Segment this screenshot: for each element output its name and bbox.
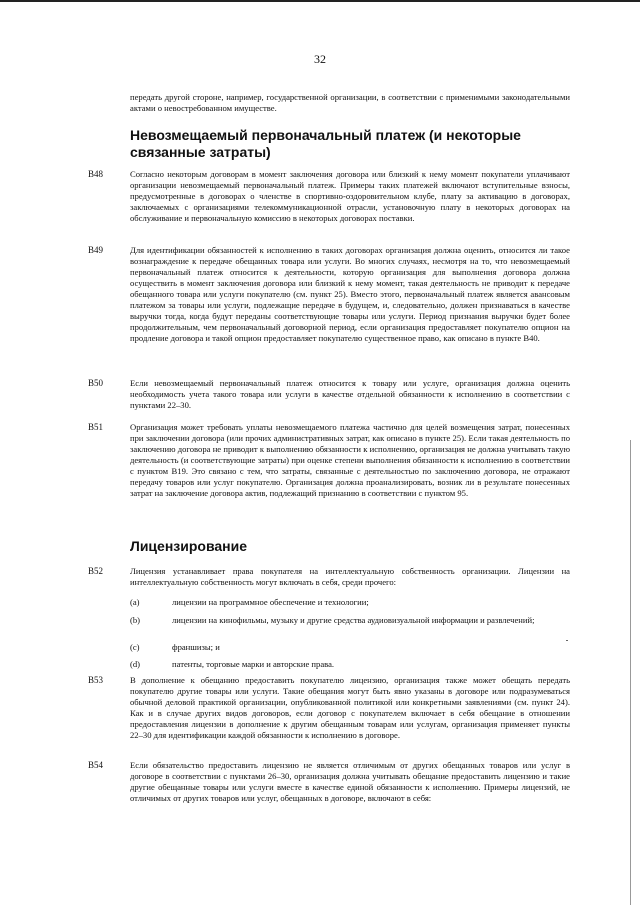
paragraph-b50 bbox=[130, 378, 570, 411]
paragraph-b54 bbox=[130, 760, 570, 804]
paragraph-number-b51: B51 bbox=[88, 422, 104, 432]
list-text: лицензии на программное обеспечение и технологии; bbox=[172, 597, 369, 607]
paragraph-b53 bbox=[130, 675, 570, 741]
list-label: (c) bbox=[130, 642, 140, 652]
section-heading-nonrefundable-fee: Невозмещаемый первоначальный платеж (и некоторые связанные затраты) bbox=[130, 127, 521, 160]
page-number: 32 bbox=[314, 52, 326, 66]
paragraph-text: Лицензия устанавливает права покупателя на интеллектуальную собственность организации. Лицензии на интеллектуальную собственность могут включать в себя, среди прочего: bbox=[130, 566, 570, 587]
list-label: (d) bbox=[130, 659, 141, 669]
scan-margin-line bbox=[630, 440, 631, 905]
paragraph-b48 bbox=[130, 169, 570, 224]
paragraph-b52 bbox=[130, 566, 570, 588]
paragraph-text: Организация может требовать уплаты невозмещаемого платежа частично для целей возмещения затрат, понесенных при заключении договора (или прочих административных затрат, как описано в пункте 25). Если такая деятельность по заключению договора не приводит к выполнению обязанности к исполнению, организация не должна учитывать такую деятельность (и соответствующие затраты) при оценке степени выполнения обязанности к исполнению в соответствии с пунктом B19. Это связано с тем, что затраты, связанные с деятельностью по заключению договора, не отражают передачу товаров или услуг покупателю. Организация должна проанализировать, возник ли в результате понесенных затрат на заключение договора актив, подлежащий признанию в соответствии с пунктом 95. bbox=[130, 422, 570, 498]
list-item-a bbox=[130, 597, 570, 608]
paragraph-number-b48: B48 bbox=[88, 169, 104, 179]
paragraph-text: Согласно некоторым договорам в момент заключения договора или близкий к нему момент покупатели уплачивают организации невозмещаемый первоначальный платеж. Примеры таких платежей включают вступительные взносы, предусмотренные в договорах о членстве в спортивно-оздоровительном клубе, плату за активацию в договорах, заключаемых с организациями телекоммуникационной отрасли, установочную плату в некоторых договорах на обслуживание и первоначальную комиссию в некоторых договорах поставки. bbox=[130, 169, 570, 223]
paragraph-number-b53: B53 bbox=[88, 675, 104, 685]
paragraph-text: В дополнение к обещанию предоставить покупателю лицензию, организация также может обещать передать покупателю другие товары или услуги. Такие обещания могут быть явно указаны в договоре или подразумеваться обычной деловой практикой организации, опубликованной политикой или конкретными заявлениями (см. пункт 24). Как и в случае других видов договоров, если договор с покупателем включает в себя обещание в отношении предоставления лицензии в дополнение к другим обещанным товарам или услугам, организация применяет пункты 22–30 для идентификации каждой обязанности к исполнению в договоре. bbox=[130, 675, 570, 740]
paragraph-b51 bbox=[130, 422, 570, 499]
section-heading-licensing: Лицензирование bbox=[130, 538, 248, 554]
scan-speck bbox=[566, 640, 568, 641]
paragraph-number-b52: B52 bbox=[88, 566, 104, 576]
list-text: лицензии на кинофильмы, музыку и другие средства аудиовизуальной информации и развлечений; bbox=[172, 615, 535, 625]
list-text: франшизы; и bbox=[172, 642, 220, 652]
paragraph-text: Если обязательство предоставить лицензию не является отличимым от других обещанных товаров или услуг в договоре в соответствии с пунктами 26–30, организация должна учитывать обещание предоставить лицензию и такие другие обещанные товары или услуги вместе в качестве единой обязанности к исполнению. Примеры лицензий, не отличимых от других товаров или услуг, обещанных в договоре, включают в себя: bbox=[130, 760, 570, 803]
paragraph-b49 bbox=[130, 245, 570, 344]
list-item-b bbox=[130, 615, 570, 637]
list-item-c bbox=[130, 642, 570, 653]
list-item-d bbox=[130, 659, 570, 670]
intro-text: передать другой стороне, например, государственной организации, в соответствии с применимыми законодательными актами о невостребованном имуществе. bbox=[130, 92, 570, 113]
paragraph-number-b54: B54 bbox=[88, 760, 104, 770]
paragraph-text: Если невозмещаемый первоначальный платеж относится к товару или услуге, организация должна оценить необходимость учета такого товара или услуги в качестве отдельной обязанности к исполнению в соответствии с пунктами 22–30. bbox=[130, 378, 570, 410]
list-text: патенты, торговые марки и авторские права. bbox=[172, 659, 335, 669]
list-label: (b) bbox=[130, 615, 141, 625]
paragraph-number-b49: B49 bbox=[88, 245, 104, 255]
paragraph-text: Для идентификации обязанностей к исполнению в таких договорах организация должна оценить, относится ли такое вознаграждение к передаче обещанных товара или услуги. Во многих случаях, несмотря на то, что невозмещаемый первоначальный платеж относится к деятельности, которую организация для выполнения договора должна осуществить в момент заключения договора или близкий к нему момент, такая деятельность не приводит к передаче обещанного товара или услуги покупателю (см. пункт 25). Вместо этого, первоначальный платеж является авансовым платежом за товары или услуги, подлежащие передаче в будущем, и, следовательно, должен признаваться в качестве выручки тогда, когда будут переданы соответствующие товары или услуги. Период признания выручки будет более продолжительным, чем первоначальный договорной период, если организация предоставляет покупателю опцион на продление договора и такой опцион предоставляет покупателю существенное право, как описано в пункте B40. bbox=[130, 245, 570, 343]
paragraph-number-b50: B50 bbox=[88, 378, 104, 388]
list-label: (a) bbox=[130, 597, 140, 607]
intro-paragraph bbox=[130, 92, 570, 114]
scan-top-edge bbox=[0, 0, 640, 2]
